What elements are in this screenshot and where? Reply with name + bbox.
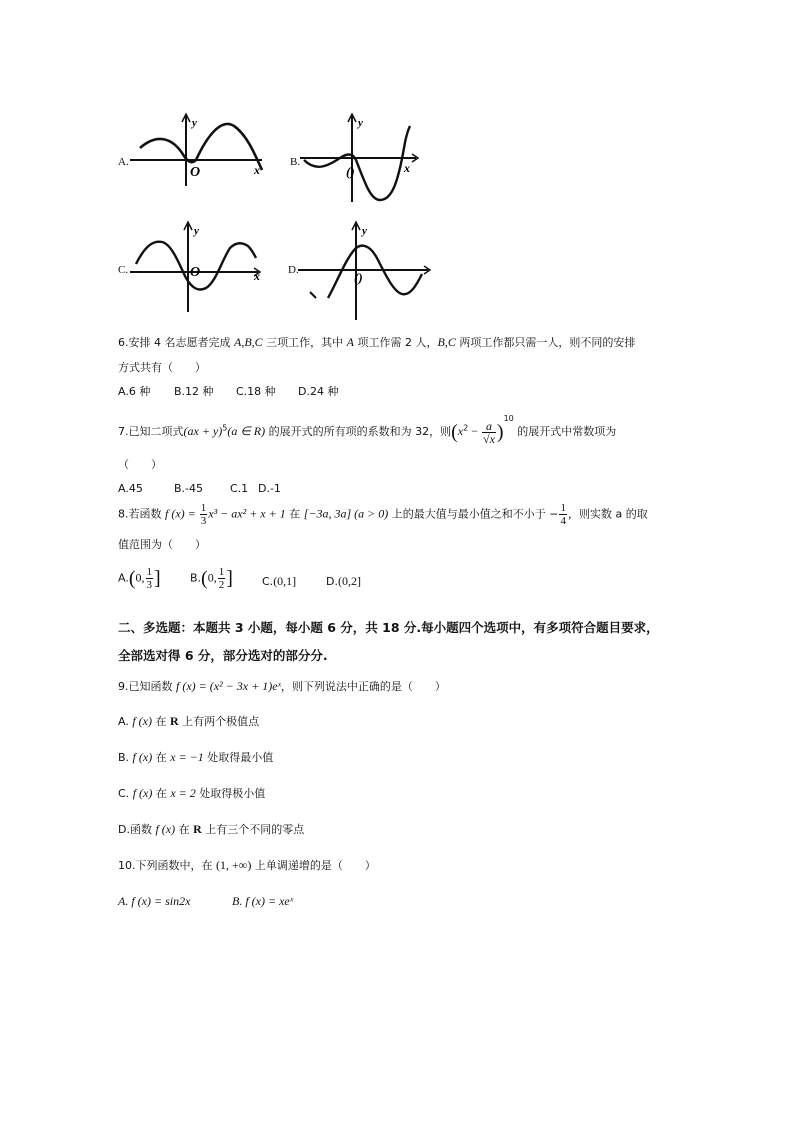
q9-option-b <box>118 750 273 765</box>
q8-opt-a-close: ] <box>154 567 161 590</box>
q9-opt-b-x: x = −1 <box>170 750 204 764</box>
q6-line2: 方式共有（ ） <box>118 361 206 374</box>
q8-fraction2 <box>559 502 567 527</box>
section2-line1: 二、多选题：本题共 3 小题，每小题 6 分，共 18 分.每小题四个选项中，有多项符合题目要求， <box>118 620 659 635</box>
q6-a: A <box>346 335 354 349</box>
q9-opt-d-r: R <box>193 822 202 836</box>
q7-big-open: ( <box>451 421 458 443</box>
q7-stem <box>118 412 718 445</box>
q6-text-mid2: 项工作需 2 人， <box>354 336 438 349</box>
q8-opt-b-open: ( <box>201 567 208 590</box>
q8-option-c <box>262 574 296 589</box>
graph-b-y-label: y <box>358 117 363 129</box>
q8-opt-b-den: 2 <box>218 579 225 591</box>
q6-option-b: B.12 种 <box>174 385 214 398</box>
q7-minus: − <box>468 424 481 438</box>
q8-opt-c-text: (0,1] <box>273 574 297 588</box>
q9-opt-c-mid: 在 <box>152 787 171 800</box>
graph-b <box>300 112 430 208</box>
q6-text-mid: 三项工作，其中 <box>262 336 347 349</box>
q6-text-pre: 6.安排 4 名志愿者完成 <box>118 336 234 349</box>
q9-opt-a-fx: f (x) <box>132 714 152 728</box>
q7-option-c: C.1 <box>230 482 249 495</box>
q9-option-d <box>118 822 304 837</box>
q8-opt-a-open: ( <box>128 567 136 590</box>
q9-text-post: ，则下列说法中正确的是（ ） <box>280 680 446 693</box>
q8-opt-d-text: (0,2] <box>337 574 361 588</box>
q10-text-pre: 10.下列函数中，在 <box>118 859 216 872</box>
q9-text-pre: 9.已知函数 <box>118 680 176 693</box>
q7-text-post: 的展开式中常数项为 <box>513 425 617 438</box>
q10-interval: (1, +∞) <box>216 858 252 872</box>
q9-opt-d-pre: D.函数 <box>118 823 156 836</box>
graph-c-x-label: x <box>254 269 260 283</box>
q8-option-a <box>118 566 161 591</box>
q8-option-b <box>190 566 233 591</box>
q7-exp10: 10 <box>503 414 514 423</box>
q8-opt-c-label: C. <box>262 575 274 588</box>
q7-frac-den: √x <box>483 431 495 446</box>
graph-c-label: C. <box>118 264 129 276</box>
graph-d-y-label: y <box>362 225 367 237</box>
q7-big-close: ) <box>496 421 504 443</box>
q10-text-post: 上单调递增的是（ ） <box>251 859 376 872</box>
q9-opt-d-fx: f (x) <box>155 822 176 836</box>
q8-frac-num: 1 <box>200 502 207 514</box>
q7-paren: （ ） <box>118 458 162 471</box>
q8-fraction <box>200 502 208 527</box>
q8-opt-a-pre: 0, <box>135 570 145 585</box>
q8-frac-den: 3 <box>200 515 207 527</box>
q8-stem <box>118 502 738 527</box>
q7-x: x <box>457 424 464 438</box>
q9-fx: f (x) = (x² − 3x + 1)eˣ <box>176 679 281 693</box>
q7-option-b: B.-45 <box>174 482 204 495</box>
q7-cond: (a ∈ R) <box>227 424 266 438</box>
graph-b-x-label: x <box>404 161 410 175</box>
q10-opt-b-text: B. f (x) = xeˣ <box>232 894 294 908</box>
graph-c-origin-label: O <box>190 265 201 280</box>
graph-d-origin-label: () <box>354 270 363 285</box>
graph-a-origin-label: O <box>190 165 201 180</box>
q6-option-c: C.18 种 <box>236 385 276 398</box>
q9-opt-c-pre: C. <box>118 787 133 800</box>
q9-option-c <box>118 786 265 801</box>
q8-opt-b-close: ] <box>226 567 233 590</box>
q9-opt-d-mid: 在 <box>175 823 194 836</box>
q8-opt-b-label: B. <box>190 571 202 585</box>
q8-frac2-num: 1 <box>560 502 566 514</box>
q7-text-mid: 的展开式的所有项的系数和为 32，则 <box>265 425 452 438</box>
q9-option-a <box>118 714 259 729</box>
q6-bc: B,C <box>437 335 456 349</box>
q8-option-d <box>326 574 361 589</box>
q6-line1 <box>118 335 698 350</box>
q8-text-mid2: 上的最大值与最小值之和不小于 − <box>388 507 559 521</box>
q7-option-a: A.45 <box>118 482 143 495</box>
q7-fraction <box>482 420 496 445</box>
q8-opt-d-label: D. <box>326 575 338 588</box>
q10-stem <box>118 858 376 873</box>
q9-opt-a-mid: 在 <box>151 715 170 728</box>
q8-opt-a-frac <box>146 566 154 591</box>
graph-d-label: D. <box>288 264 299 276</box>
q9-opt-c-post: 处取得极小值 <box>195 787 266 800</box>
q9-opt-b-pre: B. <box>118 751 133 764</box>
q8-text-mid: 在 <box>285 507 304 521</box>
graph-b-label: B. <box>290 156 301 168</box>
q6-text-post: 两项工作都只需一人，则不同的安排 <box>455 336 636 349</box>
graph-c-y-label: y <box>194 225 199 237</box>
q10-option-b <box>232 894 293 909</box>
q9-opt-a-post: 上有两个极值点 <box>178 715 260 728</box>
graph-a-label: A. <box>118 156 129 168</box>
graph-c <box>130 220 270 316</box>
q9-opt-b-fx: f (x) <box>132 750 153 764</box>
q9-opt-d-post: 上有三个不同的零点 <box>201 823 305 836</box>
q7-binom: (ax + y) <box>183 424 223 438</box>
q8-line2: 值范围为（ ） <box>118 538 206 551</box>
q6-abc: A,B,C <box>233 335 263 349</box>
q8-opt-b-num: 1 <box>218 566 225 578</box>
q8-poly: x³ − ax² + x + 1 <box>208 506 286 521</box>
q8-opt-a-label: A. <box>118 571 129 585</box>
graph-b-origin-label: () <box>346 164 355 179</box>
q8-opt-a-num: 1 <box>146 566 152 578</box>
q8-text-post: ，则实数 a 的取 <box>567 507 648 521</box>
graph-a <box>130 112 270 188</box>
q9-opt-b-mid: 在 <box>152 751 171 764</box>
q10-opt-a-text: A. f (x) = sin2x <box>118 894 191 908</box>
q10-option-a <box>118 894 190 909</box>
q8-opt-b-frac <box>218 566 226 591</box>
q6-option-a: A.6 种 <box>118 385 151 398</box>
q9-opt-b-post: 处取得最小值 <box>203 751 274 764</box>
graph-a-x-label: x <box>254 163 260 177</box>
q7-exp5: 5 <box>222 423 228 433</box>
q8-text-pre: 8.若函数 <box>118 507 165 521</box>
q9-opt-a-pre: A. <box>118 715 133 728</box>
q9-opt-a-r: R <box>169 714 179 728</box>
q9-opt-c-x: x = 2 <box>170 786 196 800</box>
q6-option-d: D.24 种 <box>298 385 339 398</box>
q7-option-d: D.-1 <box>258 482 281 495</box>
q8-interval: [−3a, 3a] (a > 0) <box>303 506 389 521</box>
q8-frac2-den: 4 <box>560 515 566 527</box>
q7-sq: 2 <box>463 423 469 433</box>
q8-opt-b-pre: 0, <box>207 570 217 585</box>
graph-a-y-label: y <box>192 117 197 129</box>
q7-text-pre: 7.已知二项式 <box>118 425 184 438</box>
q9-stem <box>118 679 446 694</box>
q7-frac-num: a <box>482 420 496 433</box>
section2-line2: 全部选对得 6 分，部分选对的部分分. <box>118 648 328 663</box>
q9-opt-c-fx: f (x) <box>132 786 153 800</box>
q8-opt-a-den: 3 <box>146 579 152 591</box>
graph-d <box>298 220 438 324</box>
q8-fx: f (x) = <box>165 506 199 521</box>
